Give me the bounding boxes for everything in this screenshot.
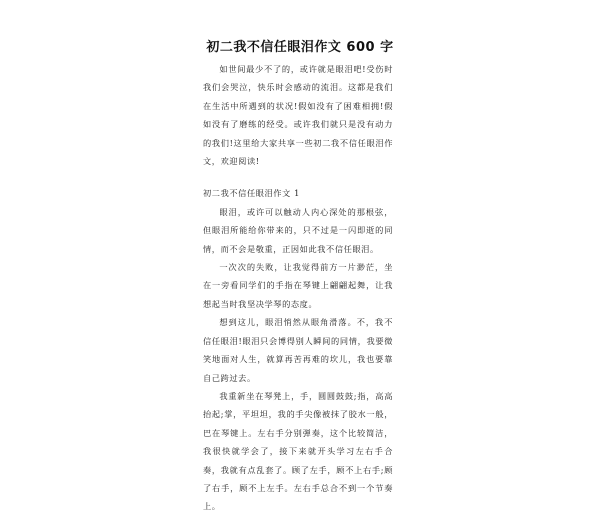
document-title: 初二我不信任眼泪作文 600 字 — [206, 40, 394, 55]
body-paragraph: 一次次的失败，让我觉得前方一片渺茫，坐在一旁看同学们的手指在琴键上翩翩起舞，让我想起当时我坚决学琴的态度。 — [203, 262, 393, 309]
body-paragraph: 我重新坐在琴凳上，手，圆圆鼓鼓;指，高高抬起;掌，平坦坦，我的手尖像被抹了胶水一般，巴在琴键上。左右手分别弹奏，这个比较简洁，我很快就学会了，接下来就开头学习左右手合奏，我就有点乱套了。顾了左手，顾不上右手;顾了右手，顾不上左手。左右手总合不到一个节奏上。 — [203, 390, 393, 512]
section-title: 初二我不信任眼泪作文 1 — [203, 188, 300, 199]
body-paragraph: 想到这儿，眼泪悄然从眼角滑落。不，我不信任眼泪!眼泪只会博得别人瞬间的同情，我要微笑地面对人生，就算再苦再难的坎儿，我也要靠自己跨过去。 — [203, 317, 393, 383]
document-body — [203, 60, 393, 516]
intro-paragraph: 如世间最少不了的，或许就是眼泪吧!受伤时我们会哭泣，快乐时会感动的流泪。这都是我们在生活中所遇到的状况!假如没有了困难相拥!假如没有了磨练的经受。或许我们就只是没有动力的我们!这里给大家共享一些初二我不信任眼泪作文，欢迎阅读! — [203, 64, 393, 167]
body-paragraph: 眼泪，或许可以触动人内心深处的那根弦，但眼泪所能给你带来的，只不过是一闪即逝的同情，而不会是敬重，正因如此我不信任眼泪。 — [203, 206, 393, 254]
